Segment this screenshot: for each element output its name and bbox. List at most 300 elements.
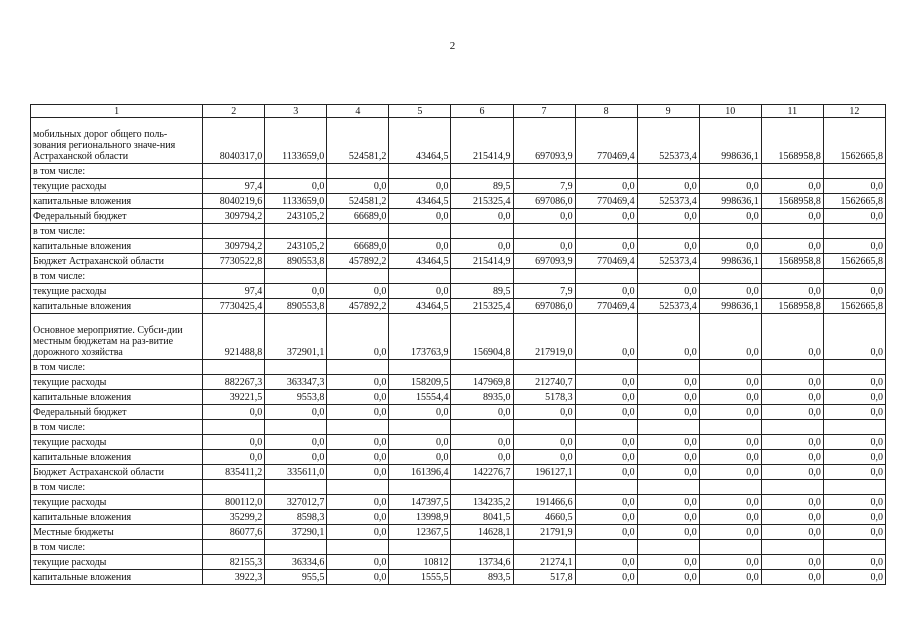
table-cell	[265, 269, 327, 284]
table-cell: 525373,4	[637, 118, 699, 164]
table-cell	[265, 164, 327, 179]
table-cell: 156904,8	[451, 314, 513, 360]
table-cell: 8935,0	[451, 390, 513, 405]
table-cell: 0,0	[389, 405, 451, 420]
table-cell: 998636,1	[699, 194, 761, 209]
row-label: в том числе:	[31, 224, 203, 239]
table-cell: 327012,7	[265, 495, 327, 510]
table-cell: 1568958,8	[761, 254, 823, 269]
table-cell: 89,5	[451, 179, 513, 194]
table-cell	[327, 360, 389, 375]
table-cell	[265, 480, 327, 495]
table-cell: 89,5	[451, 284, 513, 299]
table-cell: 525373,4	[637, 299, 699, 314]
table-cell	[513, 269, 575, 284]
table-cell	[513, 420, 575, 435]
table-cell	[513, 224, 575, 239]
table-cell	[451, 224, 513, 239]
table-row	[31, 269, 886, 284]
table-cell: 309794,2	[203, 239, 265, 254]
table-cell: 8598,3	[265, 510, 327, 525]
table-cell	[699, 540, 761, 555]
table-cell: 955,5	[265, 570, 327, 585]
table-cell: 0,0	[823, 495, 885, 510]
table-row	[31, 164, 886, 179]
table-cell: 0,0	[699, 390, 761, 405]
table-cell	[761, 480, 823, 495]
table-cell: 97,4	[203, 179, 265, 194]
table-cell: 893,5	[451, 570, 513, 585]
row-label: капитальные вложения	[31, 390, 203, 405]
table-cell	[699, 480, 761, 495]
row-label: Местные бюджеты	[31, 525, 203, 540]
table-cell	[575, 164, 637, 179]
table-cell: 0,0	[575, 435, 637, 450]
table-cell: 0,0	[761, 465, 823, 480]
table-cell: 21274,1	[513, 555, 575, 570]
row-label: текущие расходы	[31, 435, 203, 450]
table-cell: 0,0	[823, 405, 885, 420]
table-cell	[575, 269, 637, 284]
table-cell: 0,0	[761, 284, 823, 299]
table-cell: 0,0	[575, 209, 637, 224]
table-cell: 7730425,4	[203, 299, 265, 314]
table-cell: 0,0	[637, 510, 699, 525]
table-row	[31, 495, 886, 510]
row-label: текущие расходы	[31, 375, 203, 390]
table-cell	[203, 360, 265, 375]
table-cell: 0,0	[451, 435, 513, 450]
table-row	[31, 314, 886, 360]
column-number-row	[31, 105, 886, 118]
table-cell	[699, 420, 761, 435]
table-cell: 212740,7	[513, 375, 575, 390]
table-cell: 0,0	[761, 450, 823, 465]
table-cell: 0,0	[265, 405, 327, 420]
table-cell: 0,0	[327, 465, 389, 480]
table-cell: 0,0	[637, 209, 699, 224]
table-row	[31, 450, 886, 465]
table-cell: 335611,0	[265, 465, 327, 480]
table-cell: 0,0	[823, 239, 885, 254]
table-cell: 0,0	[761, 495, 823, 510]
table-cell	[327, 420, 389, 435]
table-row	[31, 555, 886, 570]
row-label: Бюджет Астраханской области	[31, 254, 203, 269]
table-cell: 0,0	[327, 495, 389, 510]
budget-table	[30, 104, 886, 585]
table-cell: 0,0	[637, 179, 699, 194]
table-cell: 173763,9	[389, 314, 451, 360]
table-cell: 998636,1	[699, 254, 761, 269]
table-cell: 0,0	[389, 209, 451, 224]
table-cell: 21791,9	[513, 525, 575, 540]
table-row	[31, 435, 886, 450]
table-cell	[327, 224, 389, 239]
table-cell: 0,0	[699, 284, 761, 299]
table-cell: 0,0	[575, 525, 637, 540]
table-cell	[513, 540, 575, 555]
table-cell: 0,0	[699, 510, 761, 525]
table-row	[31, 118, 886, 164]
table-cell: 1568958,8	[761, 299, 823, 314]
table-cell: 9553,8	[265, 390, 327, 405]
table-cell: 36334,6	[265, 555, 327, 570]
column-number-6: 6	[451, 105, 513, 118]
table-cell: 0,0	[699, 465, 761, 480]
table-cell	[265, 540, 327, 555]
table-cell: 0,0	[823, 209, 885, 224]
table-cell: 457892,2	[327, 254, 389, 269]
table-cell: 0,0	[637, 284, 699, 299]
table-cell: 0,0	[637, 450, 699, 465]
table-cell	[761, 164, 823, 179]
table-cell: 1562665,8	[823, 254, 885, 269]
row-label: в том числе:	[31, 540, 203, 555]
table-cell	[699, 360, 761, 375]
table-cell: 0,0	[575, 179, 637, 194]
table-cell: 0,0	[699, 375, 761, 390]
table-cell: 0,0	[203, 405, 265, 420]
table-row	[31, 194, 886, 209]
column-number-5: 5	[389, 105, 451, 118]
table-cell	[575, 480, 637, 495]
table-cell	[203, 269, 265, 284]
row-label: текущие расходы	[31, 495, 203, 510]
table-cell	[203, 540, 265, 555]
column-number-11: 11	[761, 105, 823, 118]
column-number-2: 2	[203, 105, 265, 118]
table-cell: 0,0	[203, 435, 265, 450]
table-cell: 0,0	[699, 555, 761, 570]
table-cell	[823, 360, 885, 375]
table-cell	[327, 164, 389, 179]
table-cell: 43464,5	[389, 118, 451, 164]
table-cell: 0,0	[637, 525, 699, 540]
table-cell: 0,0	[575, 239, 637, 254]
table-row	[31, 510, 886, 525]
table-cell: 457892,2	[327, 299, 389, 314]
table-cell: 0,0	[451, 209, 513, 224]
table-cell: 0,0	[699, 525, 761, 540]
table-cell: 524581,2	[327, 118, 389, 164]
table-cell	[575, 224, 637, 239]
table-cell: 0,0	[637, 570, 699, 585]
table-cell: 0,0	[575, 570, 637, 585]
table-cell: 0,0	[451, 239, 513, 254]
table-row	[31, 360, 886, 375]
table-cell: 13734,6	[451, 555, 513, 570]
column-number-10: 10	[699, 105, 761, 118]
table-cell: 15554,4	[389, 390, 451, 405]
table-cell	[389, 269, 451, 284]
table-cell: 770469,4	[575, 299, 637, 314]
table-cell: 921488,8	[203, 314, 265, 360]
table-cell: 0,0	[761, 239, 823, 254]
table-cell: 243105,2	[265, 239, 327, 254]
table-cell: 0,0	[761, 179, 823, 194]
column-number-4: 4	[327, 105, 389, 118]
table-cell: 0,0	[575, 465, 637, 480]
table-cell	[761, 224, 823, 239]
table-cell: 0,0	[637, 314, 699, 360]
table-cell: 35299,2	[203, 510, 265, 525]
table-cell	[451, 420, 513, 435]
table-cell: 0,0	[699, 209, 761, 224]
table-row	[31, 465, 886, 480]
table-cell	[389, 360, 451, 375]
column-number-1: 1	[31, 105, 203, 118]
row-label: Федеральный бюджет	[31, 405, 203, 420]
row-label: в том числе:	[31, 480, 203, 495]
table-cell: 1562665,8	[823, 299, 885, 314]
table-cell: 0,0	[327, 510, 389, 525]
table-cell	[637, 420, 699, 435]
table-cell: 800112,0	[203, 495, 265, 510]
table-cell	[389, 480, 451, 495]
table-cell: 0,0	[513, 405, 575, 420]
table-cell: 1562665,8	[823, 194, 885, 209]
row-label: в том числе:	[31, 164, 203, 179]
table-cell: 0,0	[265, 435, 327, 450]
table-cell: 0,0	[265, 450, 327, 465]
table-cell	[823, 480, 885, 495]
row-label: капитальные вложения	[31, 239, 203, 254]
table-cell: 0,0	[699, 239, 761, 254]
table-cell: 5178,3	[513, 390, 575, 405]
table-cell: 0,0	[327, 525, 389, 540]
table-cell: 0,0	[761, 570, 823, 585]
row-label: мобильных дорог общего поль-зования регионального значе-ния Астраханской области	[31, 118, 203, 164]
row-label: капитальные вложения	[31, 450, 203, 465]
table-cell: 0,0	[575, 375, 637, 390]
table-cell: 0,0	[327, 375, 389, 390]
table-cell: 0,0	[575, 495, 637, 510]
table-cell	[823, 540, 885, 555]
row-label: капитальные вложения	[31, 570, 203, 585]
table-cell: 0,0	[637, 375, 699, 390]
table-cell: 0,0	[575, 510, 637, 525]
table-cell: 0,0	[327, 390, 389, 405]
table-cell	[637, 164, 699, 179]
table-cell	[451, 360, 513, 375]
table-cell: 0,0	[637, 390, 699, 405]
table-cell: 0,0	[389, 450, 451, 465]
table-cell: 0,0	[637, 555, 699, 570]
table-cell	[513, 164, 575, 179]
table-cell: 882267,3	[203, 375, 265, 390]
table-cell	[389, 164, 451, 179]
table-cell: 0,0	[575, 555, 637, 570]
table-cell	[451, 269, 513, 284]
table-cell	[265, 420, 327, 435]
table-cell: 0,0	[699, 179, 761, 194]
table-cell: 0,0	[761, 525, 823, 540]
table-cell: 0,0	[761, 209, 823, 224]
table-cell	[203, 420, 265, 435]
table-row	[31, 224, 886, 239]
table-cell	[265, 224, 327, 239]
table-cell: 12367,5	[389, 525, 451, 540]
column-number-8: 8	[575, 105, 637, 118]
table-cell: 8040317,0	[203, 118, 265, 164]
table-cell: 0,0	[265, 179, 327, 194]
table-cell: 697093,9	[513, 254, 575, 269]
table-cell: 0,0	[699, 314, 761, 360]
table-cell	[637, 269, 699, 284]
table-cell	[327, 480, 389, 495]
table-row	[31, 239, 886, 254]
row-label: в том числе:	[31, 269, 203, 284]
table-cell: 0,0	[637, 495, 699, 510]
table-cell: 0,0	[823, 375, 885, 390]
table-cell: 0,0	[699, 405, 761, 420]
table-cell: 0,0	[513, 450, 575, 465]
table-cell: 0,0	[761, 405, 823, 420]
table-cell: 66689,0	[327, 209, 389, 224]
table-cell: 7730522,8	[203, 254, 265, 269]
table-cell: 142276,7	[451, 465, 513, 480]
table-cell: 770469,4	[575, 118, 637, 164]
table-cell: 8040219,6	[203, 194, 265, 209]
table-cell	[575, 420, 637, 435]
table-cell: 86077,6	[203, 525, 265, 540]
table-row	[31, 420, 886, 435]
row-label: в том числе:	[31, 360, 203, 375]
table-cell: 66689,0	[327, 239, 389, 254]
table-cell	[761, 540, 823, 555]
table-cell: 0,0	[823, 510, 885, 525]
row-label: Основное мероприятие. Субси-дии местным бюджетам на раз-витие дорожного хозяйства	[31, 314, 203, 360]
table-cell: 0,0	[389, 435, 451, 450]
table-cell: 0,0	[823, 570, 885, 585]
table-cell: 14628,1	[451, 525, 513, 540]
row-label: текущие расходы	[31, 284, 203, 299]
column-number-12: 12	[823, 105, 885, 118]
table-cell: 3922,3	[203, 570, 265, 585]
table-cell	[327, 540, 389, 555]
table-cell	[389, 540, 451, 555]
table-cell: 0,0	[513, 435, 575, 450]
table-cell: 191466,6	[513, 495, 575, 510]
table-cell: 0,0	[575, 405, 637, 420]
table-cell	[203, 480, 265, 495]
table-cell: 37290,1	[265, 525, 327, 540]
table-cell: 0,0	[575, 450, 637, 465]
table-cell: 215325,4	[451, 194, 513, 209]
table-cell: 43464,5	[389, 194, 451, 209]
table-row	[31, 570, 886, 585]
table-cell: 524581,2	[327, 194, 389, 209]
table-cell: 43464,5	[389, 299, 451, 314]
row-label: капитальные вложения	[31, 510, 203, 525]
table-cell: 0,0	[761, 555, 823, 570]
table-cell: 0,0	[327, 570, 389, 585]
table-cell: 0,0	[761, 390, 823, 405]
table-cell: 215414,9	[451, 254, 513, 269]
table-cell	[203, 224, 265, 239]
table-cell: 196127,1	[513, 465, 575, 480]
table-cell: 0,0	[823, 555, 885, 570]
table-cell: 372901,1	[265, 314, 327, 360]
table-cell: 147397,5	[389, 495, 451, 510]
table-cell: 0,0	[823, 314, 885, 360]
table-cell	[823, 269, 885, 284]
table-cell	[265, 360, 327, 375]
table-cell: 770469,4	[575, 194, 637, 209]
table-cell: 1133659,0	[265, 118, 327, 164]
table-cell: 8041,5	[451, 510, 513, 525]
table-cell: 0,0	[823, 390, 885, 405]
table-cell: 0,0	[699, 495, 761, 510]
table-row	[31, 209, 886, 224]
table-cell: 0,0	[513, 239, 575, 254]
table-cell: 215414,9	[451, 118, 513, 164]
table-cell: 7,9	[513, 179, 575, 194]
table-cell: 0,0	[575, 314, 637, 360]
row-label: капитальные вложения	[31, 194, 203, 209]
table-cell: 0,0	[327, 179, 389, 194]
table-cell: 0,0	[699, 570, 761, 585]
table-row	[31, 179, 886, 194]
table-cell	[327, 269, 389, 284]
table-cell: 0,0	[389, 179, 451, 194]
table-cell	[637, 360, 699, 375]
table-cell: 0,0	[513, 209, 575, 224]
table-cell: 0,0	[761, 375, 823, 390]
row-label: Федеральный бюджет	[31, 209, 203, 224]
table-row	[31, 480, 886, 495]
row-label: в том числе:	[31, 420, 203, 435]
table-cell: 0,0	[823, 450, 885, 465]
table-cell: 0,0	[823, 284, 885, 299]
table-row	[31, 299, 886, 314]
table-cell: 43464,5	[389, 254, 451, 269]
table-cell: 0,0	[389, 239, 451, 254]
table-cell	[389, 224, 451, 239]
table-row	[31, 405, 886, 420]
table-cell: 1568958,8	[761, 118, 823, 164]
table-cell: 525373,4	[637, 254, 699, 269]
table-cell: 0,0	[699, 435, 761, 450]
table-cell	[761, 360, 823, 375]
table-cell: 697093,9	[513, 118, 575, 164]
page-number: 2	[449, 40, 456, 52]
table-cell: 0,0	[761, 435, 823, 450]
table-cell	[451, 164, 513, 179]
table-cell: 10812	[389, 555, 451, 570]
table-cell: 134235,2	[451, 495, 513, 510]
table-cell	[389, 420, 451, 435]
table-cell	[699, 224, 761, 239]
table-cell	[575, 360, 637, 375]
table-cell: 0,0	[327, 314, 389, 360]
table-cell: 0,0	[761, 314, 823, 360]
table-cell: 147969,8	[451, 375, 513, 390]
table-cell	[451, 480, 513, 495]
table-cell	[823, 224, 885, 239]
table-cell: 1568958,8	[761, 194, 823, 209]
table-cell: 890553,8	[265, 254, 327, 269]
table-row	[31, 390, 886, 405]
table-cell	[761, 269, 823, 284]
table-cell: 0,0	[327, 405, 389, 420]
table-cell: 0,0	[637, 435, 699, 450]
table-cell: 525373,4	[637, 194, 699, 209]
table-cell: 890553,8	[265, 299, 327, 314]
row-label: текущие расходы	[31, 179, 203, 194]
table-row	[31, 525, 886, 540]
